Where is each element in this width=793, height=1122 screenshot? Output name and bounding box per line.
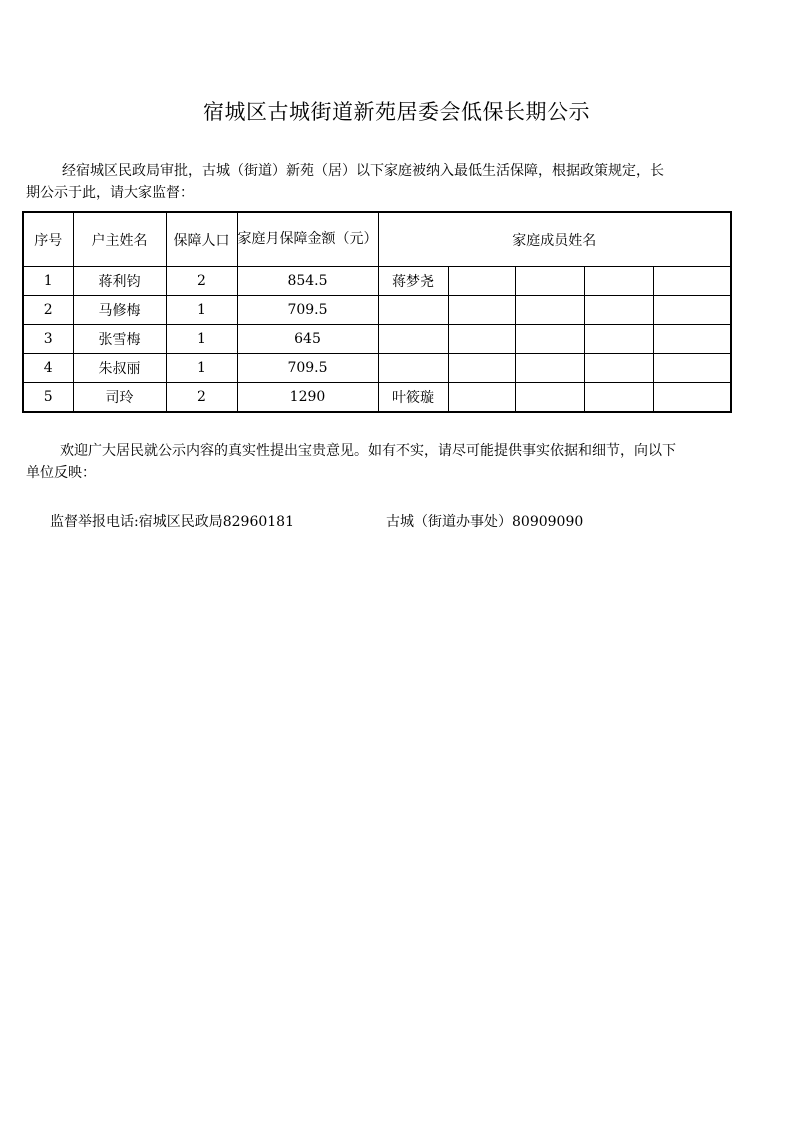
cell-member: 叶筱璇 (378, 383, 448, 413)
cell-member (653, 267, 731, 296)
cell-persons: 2 (166, 383, 237, 413)
page-title: 宿城区古城街道新苑居委会低保长期公示 (203, 100, 590, 124)
intro-paragraph: 经宿城区民政局审批，古城（街道）新苑（居）以下家庭被纳入最低生活保障，根据政策规定，长期公示于此，请大家监督： (26, 163, 664, 201)
cell-no: 5 (23, 383, 73, 413)
cell-member (653, 325, 731, 354)
table-header-row (23, 212, 731, 267)
header-no: 序号 (23, 212, 73, 267)
cell-no: 1 (23, 267, 73, 296)
cell-head-name: 张雪梅 (73, 325, 166, 354)
header-head-name: 户主姓名 (73, 212, 166, 267)
cell-member (584, 383, 653, 413)
cell-no: 3 (23, 325, 73, 354)
table-row (23, 296, 731, 325)
cell-no: 2 (23, 296, 73, 325)
header-persons: 保障人口 (166, 212, 237, 267)
cell-member (653, 296, 731, 325)
cell-member (653, 354, 731, 383)
cell-member (515, 296, 584, 325)
header-members: 家庭成员姓名 (378, 212, 731, 267)
hotline-civil-affairs: 监督举报电话:宿城区民政局82960181 (50, 514, 294, 530)
table-row (23, 267, 731, 296)
cell-persons: 1 (166, 354, 237, 383)
cell-amount: 709.5 (237, 354, 378, 383)
cell-persons: 1 (166, 325, 237, 354)
cell-persons: 2 (166, 267, 237, 296)
cell-member (584, 354, 653, 383)
cell-member (584, 267, 653, 296)
hotline-subdistrict: 古城（街道办事处）80909090 (386, 514, 584, 530)
cell-member (515, 267, 584, 296)
header-amount: 家庭月保障金额（元） (237, 212, 378, 267)
cell-member (378, 354, 448, 383)
cell-no: 4 (23, 354, 73, 383)
table-row (23, 383, 731, 413)
cell-head-name: 朱叔丽 (73, 354, 166, 383)
cell-amount: 1290 (237, 383, 378, 413)
cell-member (515, 354, 584, 383)
cell-member (515, 383, 584, 413)
cell-member (584, 296, 653, 325)
recipient-table (22, 211, 732, 413)
cell-member (378, 296, 448, 325)
table-row (23, 325, 731, 354)
cell-member (448, 383, 515, 413)
cell-persons: 1 (166, 296, 237, 325)
cell-amount: 645 (237, 325, 378, 354)
feedback-paragraph: 欢迎广大居民就公示内容的真实性提出宝贵意见。如有不实，请尽可能提供事实依据和细节，向以下单位反映： (26, 443, 676, 481)
cell-head-name: 司玲 (73, 383, 166, 413)
cell-member (653, 383, 731, 413)
cell-head-name: 蒋利钧 (73, 267, 166, 296)
cell-member (448, 325, 515, 354)
cell-member (584, 325, 653, 354)
cell-amount: 709.5 (237, 296, 378, 325)
cell-member (448, 296, 515, 325)
cell-member (448, 267, 515, 296)
table-row (23, 354, 731, 383)
cell-member: 蒋梦尧 (378, 267, 448, 296)
cell-member (378, 325, 448, 354)
cell-amount: 854.5 (237, 267, 378, 296)
cell-head-name: 马修梅 (73, 296, 166, 325)
cell-member (448, 354, 515, 383)
cell-member (515, 325, 584, 354)
